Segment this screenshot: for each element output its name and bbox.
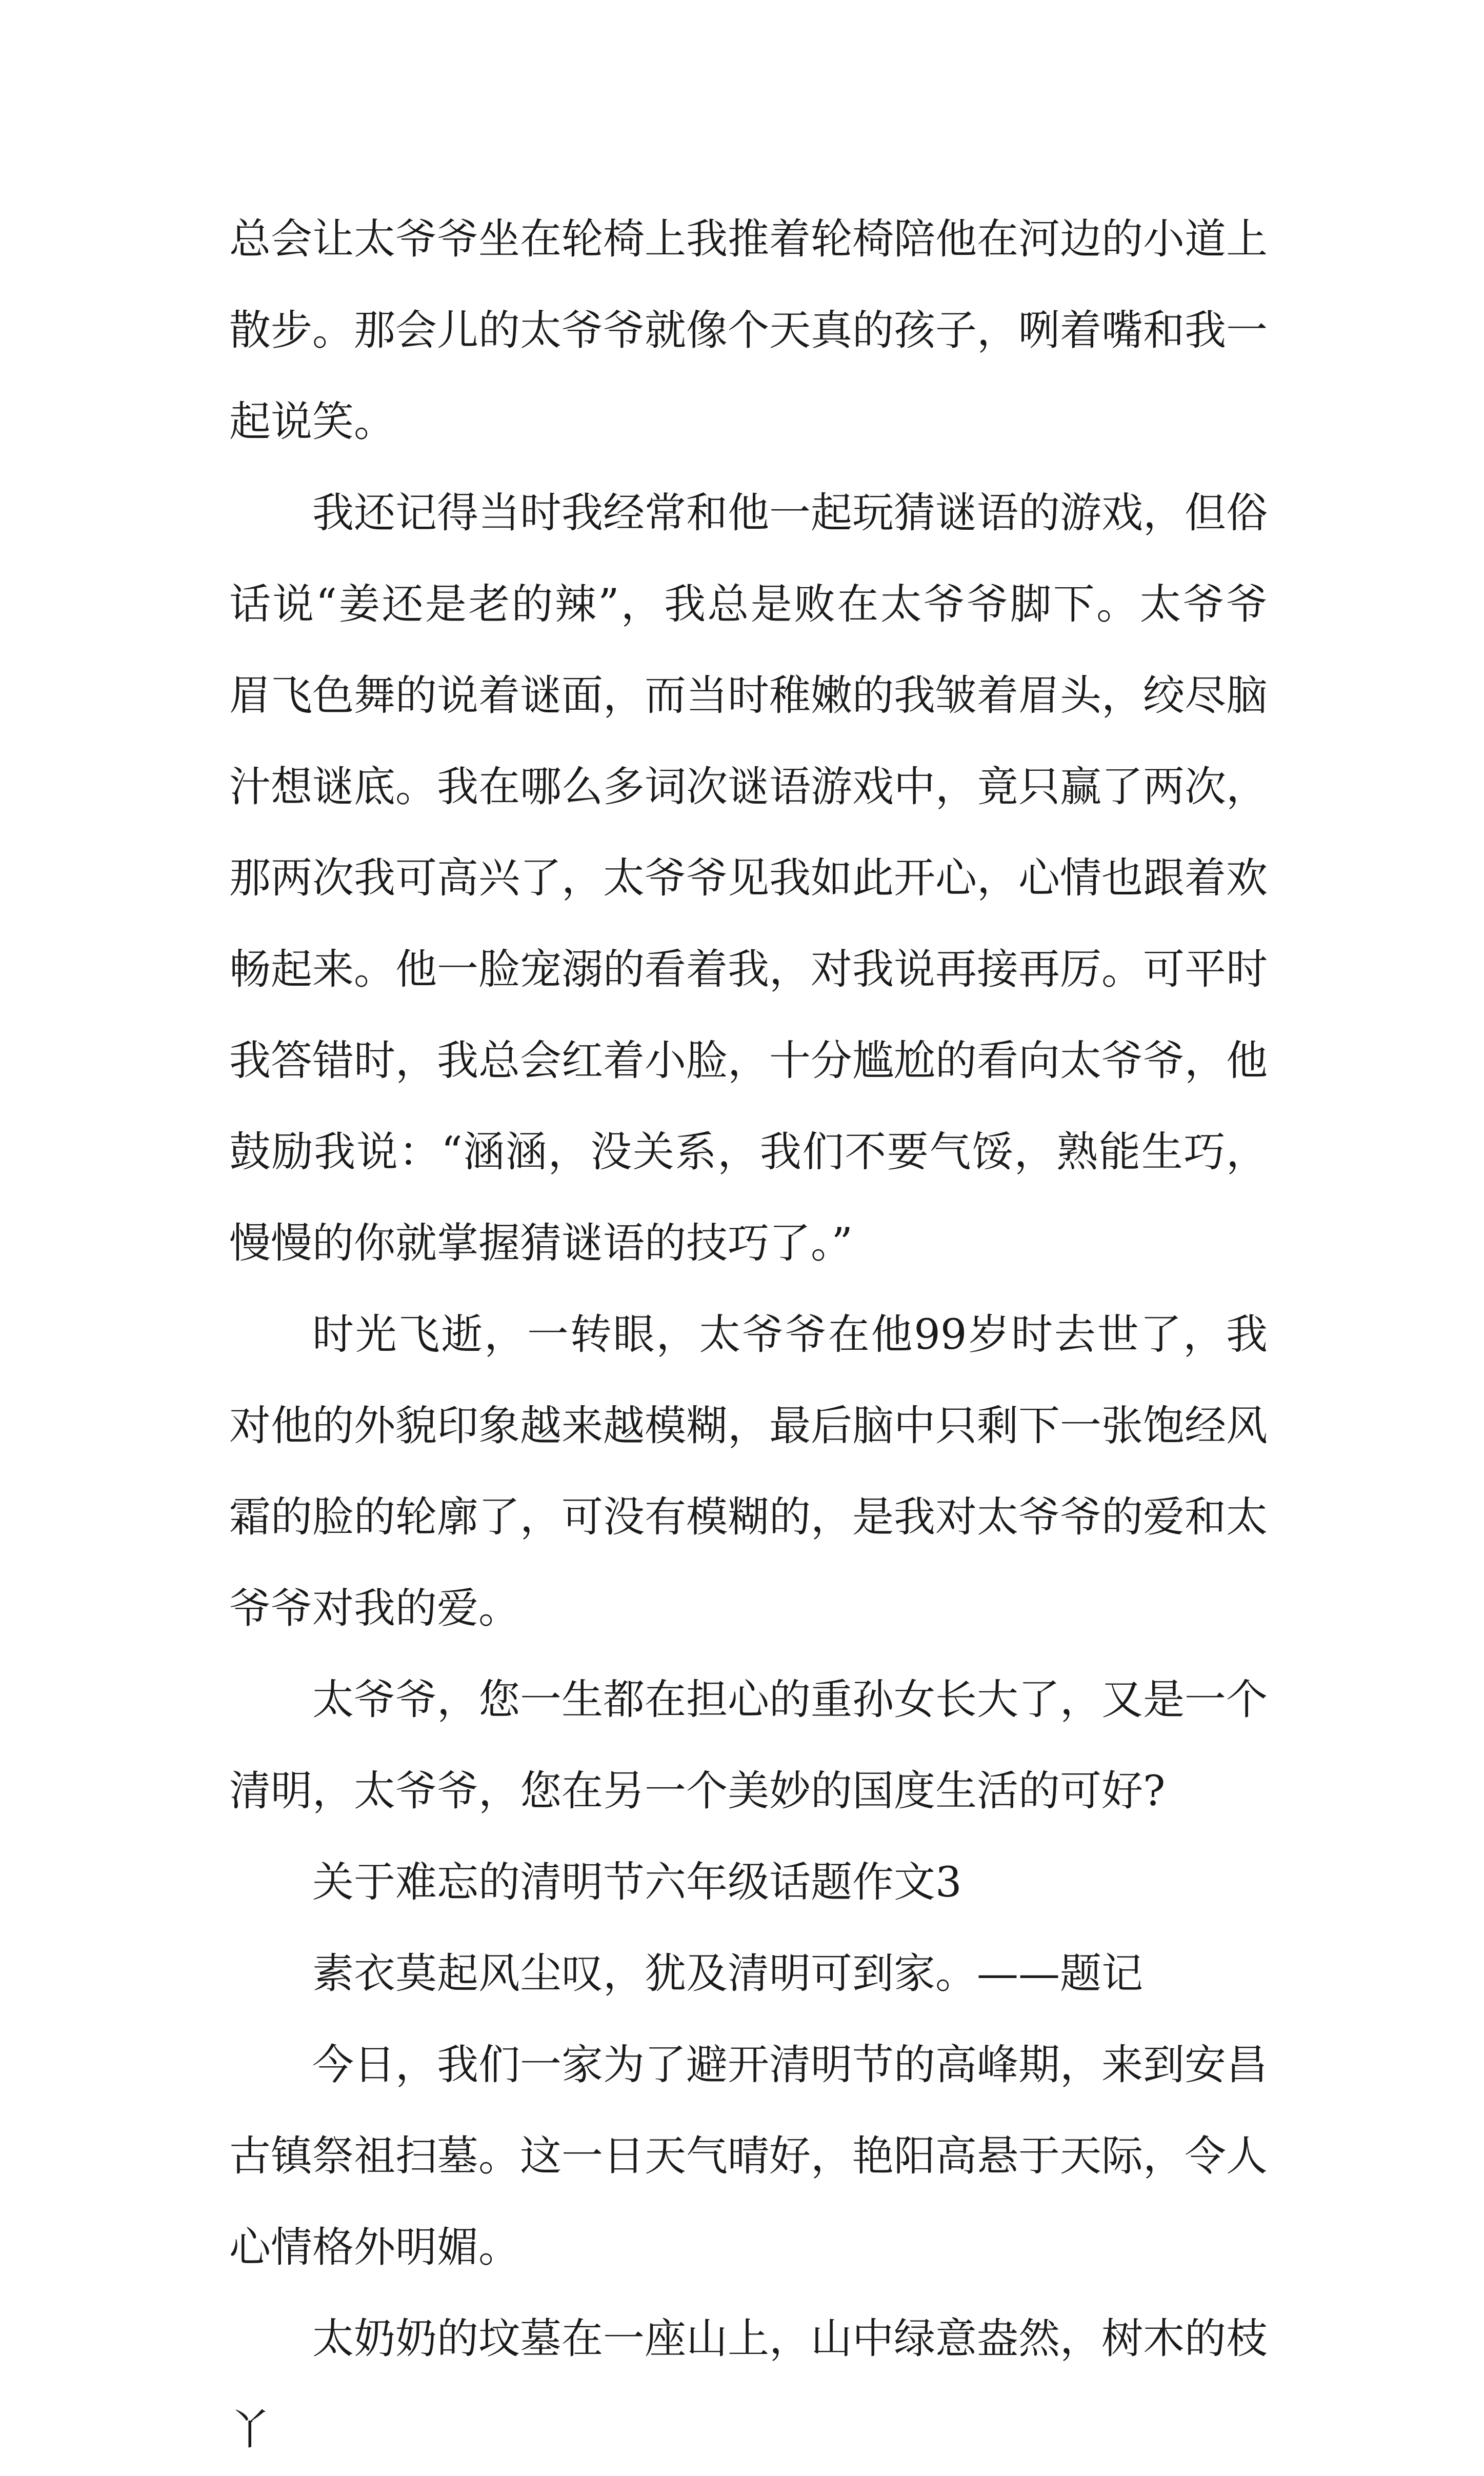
paragraph-5: 今日，我们一家为了避开清明节的高峰期，来到安昌古镇祭祖扫墓。这一日天气晴好，艳阳高悬于天际，令人心情格外明媚。 <box>229 2041 1268 2272</box>
paragraph-6: 太奶奶的坟墓在一座山上，山中绿意盎然，树木的枝丫 <box>229 2315 1268 2454</box>
paragraph-3: 时光飞逝，一转眼，太爷爷在他99岁时去世了，我对他的外貌印象越来越模糊，最后脑中只剩下一张饱经风霜的脸的轮廓了，可没有模糊的，是我对太爷爷的爱和太爷爷对我的爱。 <box>229 1311 1268 1633</box>
paragraph-1: 总会让太爷爷坐在轮椅上我推着轮椅陪他在河边的小道上散步。那会儿的太爷爷就像个天真的孩子，咧着嘴和我一起说笑。 <box>229 215 1268 446</box>
body-text <box>229 194 1268 2476</box>
paragraph-4: 太爷爷，您一生都在担心的重孙女长大了，又是一个清明，太爷爷，您在另一个美妙的国度生活的可好? <box>229 1676 1268 1815</box>
epigraph: 素衣莫起风尘叹，犹及清明可到家。——题记 <box>312 1950 1144 1998</box>
essay-heading: 关于难忘的清明节六年级话题作文3 <box>312 1859 962 1907</box>
paragraph-2: 我还记得当时我经常和他一起玩猜谜语的游戏，但俗话说“姜还是老的辣”，我总是败在太爷爷脚下。太爷爷眉飞色舞的说着谜面，而当时稚嫩的我皱着眉头，绞尽脑汁想谜底。我在哪么多词次谜语游戏中，竟只赢了两次，那两次我可高兴了，太爷爷见我如此开心，心情也跟着欢畅起来。他一脸宠溺的看着我，对我说再接再厉。可平时我答错时，我总会红着小脸，十分尴尬的看向太爷爷，他鼓励我说：“涵涵，没关系，我们不要气馁，熟能生巧，慢慢的你就掌握猜谜语的技巧了。” <box>229 489 1268 1268</box>
